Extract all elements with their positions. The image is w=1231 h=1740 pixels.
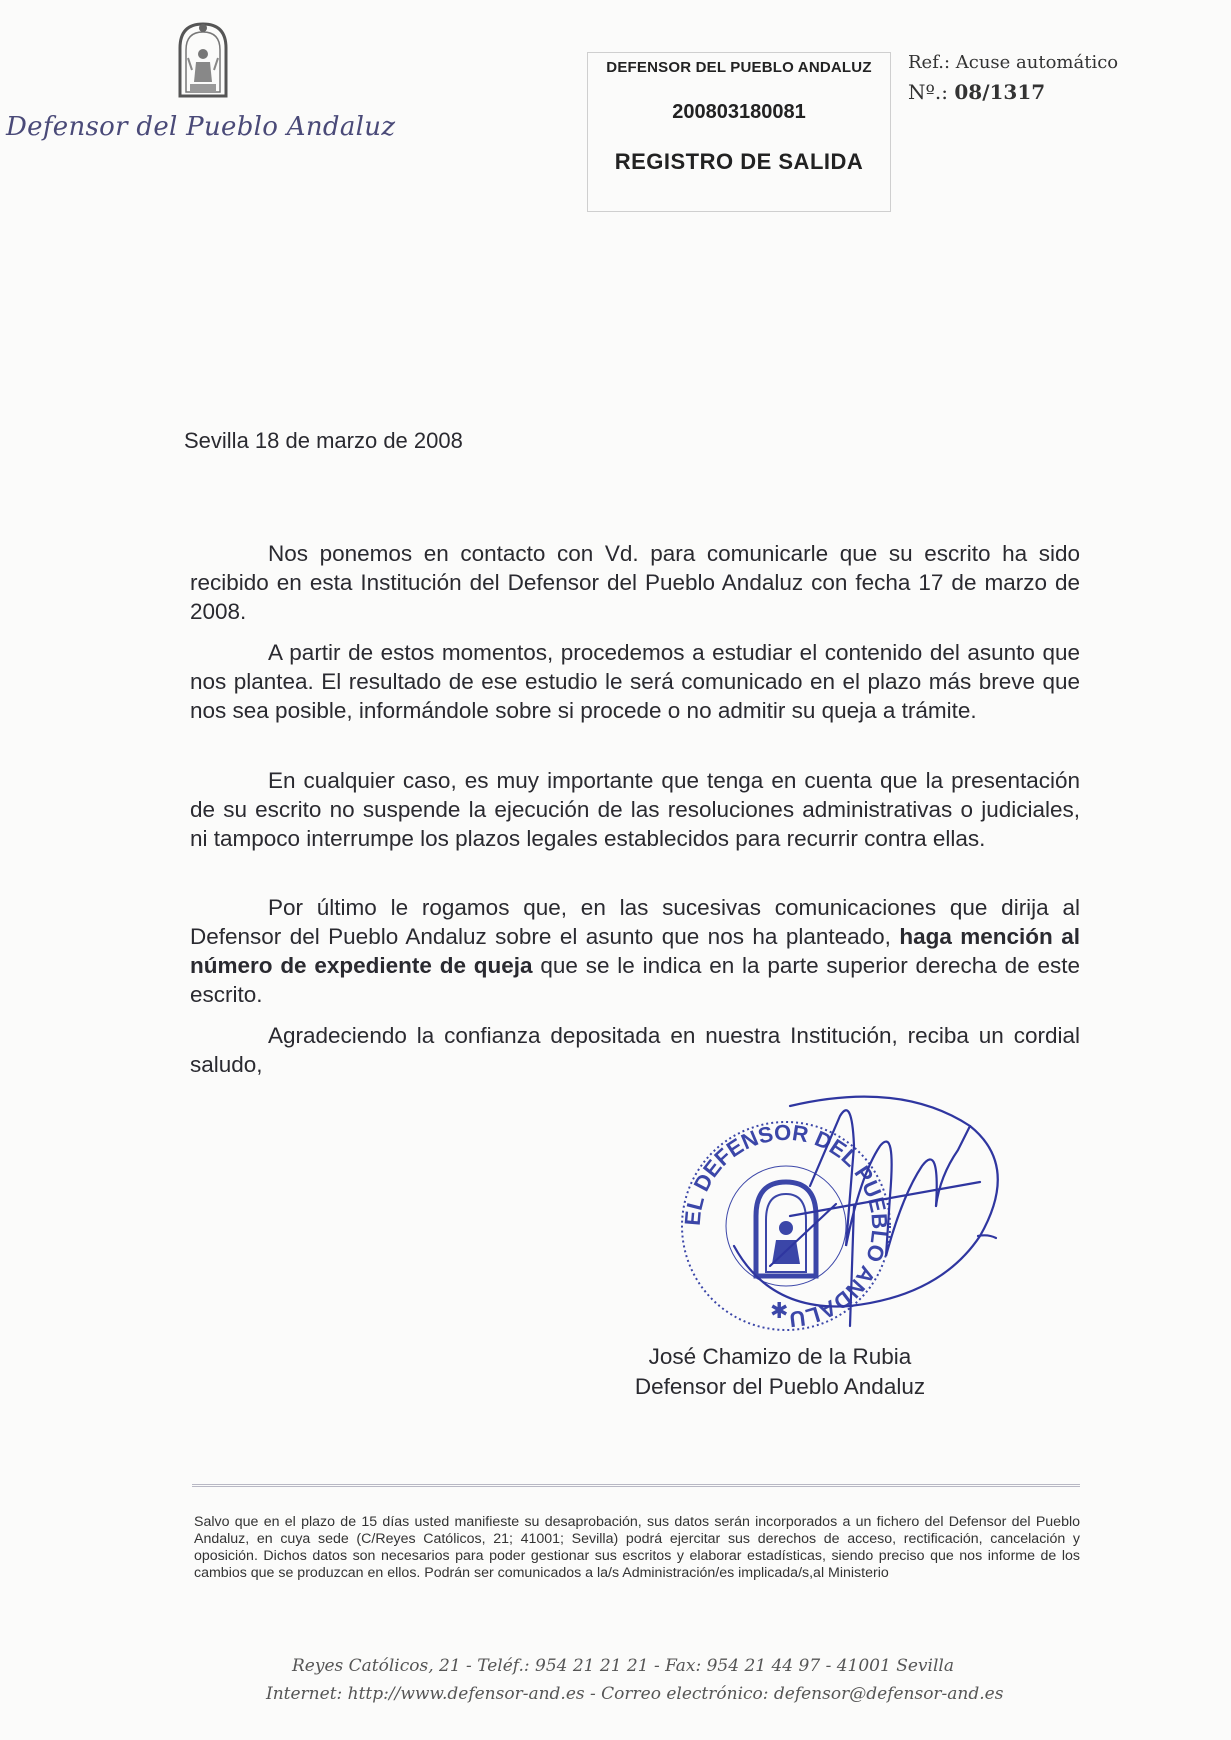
stamp-label: REGISTRO DE SALIDA: [614, 149, 864, 174]
number-label: Nº.:: [908, 80, 948, 104]
andalusia-coat-of-arms-icon: [172, 18, 234, 102]
svg-text:✱: ✱: [770, 1299, 789, 1324]
signer-name: José Chamizo de la Rubia: [648, 1344, 912, 1369]
p4-end: que se le indica en la parte superior derecha de este escrito.: [190, 953, 1081, 1007]
stamp-number: 200803180081: [672, 101, 806, 123]
stamp-institution: DEFENSOR DEL PUEBLO ANDALUZ: [606, 59, 872, 76]
footer-web-contact: Internet: http://www.defensor-and.es - Correo electrónico: defensor@defensor-and.es: [266, 1684, 1004, 1704]
ref-value: Acuse automático: [955, 52, 1119, 73]
privacy-notice: Salvo que en el plazo de 15 días usted manifieste su desaprobación, sus datos serán incorporados a un fichero del Defensor del Pueblo Andaluz, en cuya sede (C/Reyes Católicos, 21; 41001; Sevilla) podrá ejercitar sus derechos de acceso, rectificación, cancelación y oposición. Dichos datos son necesarios para poder gestionar sus escritos y elaborar estadísticas, siendo preciso que nos informe de los cambios que se produzcan en ellos. Podrán ser comunicados a la/s Administración/es implicada/s,al Ministerio: [194, 1514, 1080, 1581]
footer-address: Reyes Católicos, 21 - Teléf.: 954 21 21 21 - Fax: 954 21 44 97 - 41001 Sevilla: [292, 1656, 954, 1676]
body-paragraph-2: A partir de estos momentos, procedemos a estudiar el contenido del asunto que nos plantea. El resultado de ese estudio le será comunicado en el plazo más breve que nos sea posible, informándole sobre si procede o no admitir su queja a trámite.: [190, 640, 1080, 723]
case-number-line: [908, 80, 1045, 104]
organization-name: Defensor del Pueblo Andaluz: [6, 112, 396, 142]
body-paragraph-4: [190, 893, 1080, 1009]
seal-and-signature: [640, 1086, 1040, 1346]
register-stamp: [587, 52, 891, 212]
letter-date: Sevilla 18 de marzo de 2008: [184, 428, 463, 453]
signer-block: [600, 1342, 960, 1402]
reference-line: [908, 52, 1118, 73]
seal-text: EL DEFENSOR DEL PUEBLO ANDALU: [679, 1119, 893, 1333]
p4-bold-instruction: haga mención al número de expediente de queja: [190, 924, 1080, 978]
p4-start: Por último le rogamos que, en las sucesivas comunicaciones que dirija al Defensor del Pueblo Andaluz sobre el asunto que nos ha planteado,: [190, 895, 1080, 949]
footer-divider: [192, 1484, 1080, 1487]
case-number: 08/1317: [954, 80, 1046, 104]
signer-title: Defensor del Pueblo Andaluz: [634, 1374, 926, 1399]
body-paragraph-5: Agradeciendo la confianza depositada en nuestra Institución, reciba un cordial saludo,: [190, 1023, 1080, 1077]
ref-label: Ref.:: [908, 52, 951, 73]
body-paragraph-1: Nos ponemos en contacto con Vd. para comunicarle que su escrito ha sido recibido en esta Institución del Defensor del Pueblo Andaluz con fecha 17 de marzo de 2008.: [190, 541, 1080, 624]
body-paragraph-3: En cualquier caso, es muy importante que tenga en cuenta que la presentación de su escrito no suspende la ejecución de las resoluciones administrativas o judiciales, ni tampoco interrumpe los plazos legales establecidos para recurrir contra ellas.: [190, 768, 1080, 851]
